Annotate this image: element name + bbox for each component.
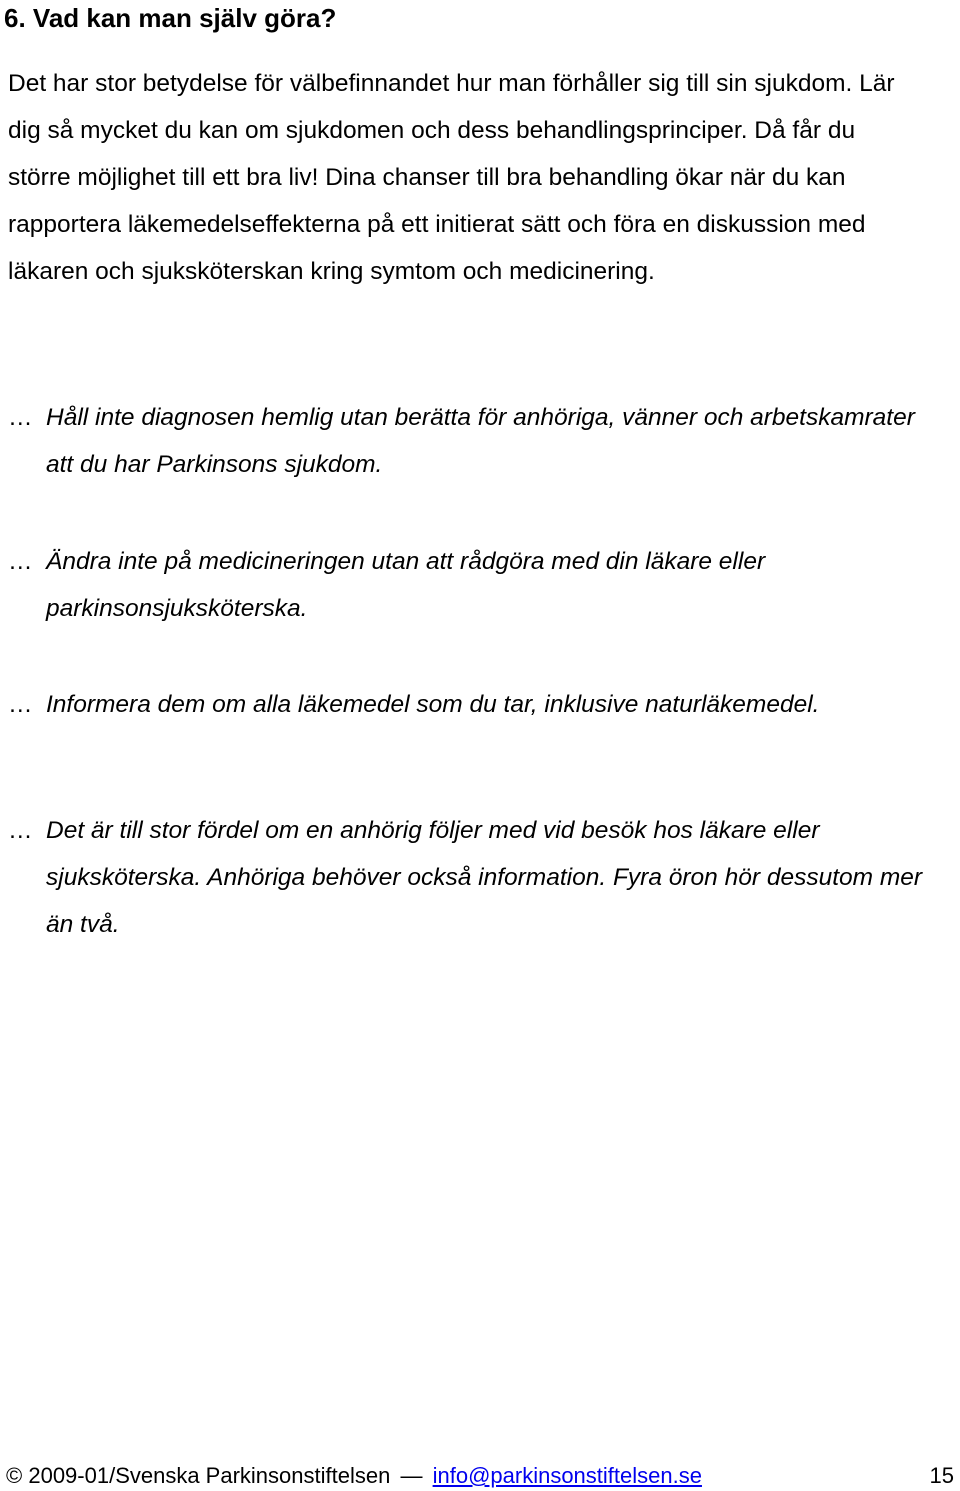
bullet-text: Ändra inte på medicineringen utan att rådgöra med din läkare eller parkinsonsjuksköterska. [46, 548, 766, 622]
footer-separator: — [400, 1463, 423, 1488]
copyright-icon: © [6, 1463, 23, 1488]
bullet-text: Det är till stor fördel om en anhörig följer med vid besök hos läkare eller sjuksköterska. Anhöriga behöver också information. Fyra öron hör dessutom mer än två. [46, 817, 923, 938]
bullet-text: Håll inte diagnosen hemlig utan berätta för anhöriga, vänner och arbetskamrater att du har Parkinsons sjukdom. [46, 404, 915, 478]
page-number: 15 [929, 1463, 954, 1488]
bullet-text: Informera dem om alla läkemedel som du tar, inklusive naturläkemedel. [46, 691, 820, 718]
ellipsis-bullet-icon: … [8, 404, 33, 431]
list-item [8, 688, 948, 721]
intro-paragraph: Det har stor betydelse för välbefinnandet hur man förhåller sig till sin sjukdom. Lär dig så mycket du kan om sjukdomen och dess behandlingsprinciper. Då får du större möjlighet till ett bra liv! Dina chanser till bra behandling ökar när du kan rapportera läkemedelseffekterna på ett initierat sätt och föra en diskussion med läkaren och sjuksköterskan kring symtom och medicinering. [8, 70, 895, 285]
ellipsis-bullet-icon: … [8, 817, 33, 844]
footer-source: 2009-01/Svenska Parkinsonstiftelsen [28, 1463, 391, 1488]
page-heading: 6. Vad kan man själv göra? [4, 3, 337, 33]
ellipsis-bullet-icon: … [8, 548, 33, 575]
list-item [8, 394, 948, 488]
ellipsis-bullet-icon: … [8, 691, 33, 718]
footer-email-link[interactable]: info@parkinsonstiftelsen.se [432, 1463, 702, 1488]
list-item [8, 807, 948, 948]
list-item [8, 538, 948, 632]
page-footer [6, 1461, 956, 1491]
